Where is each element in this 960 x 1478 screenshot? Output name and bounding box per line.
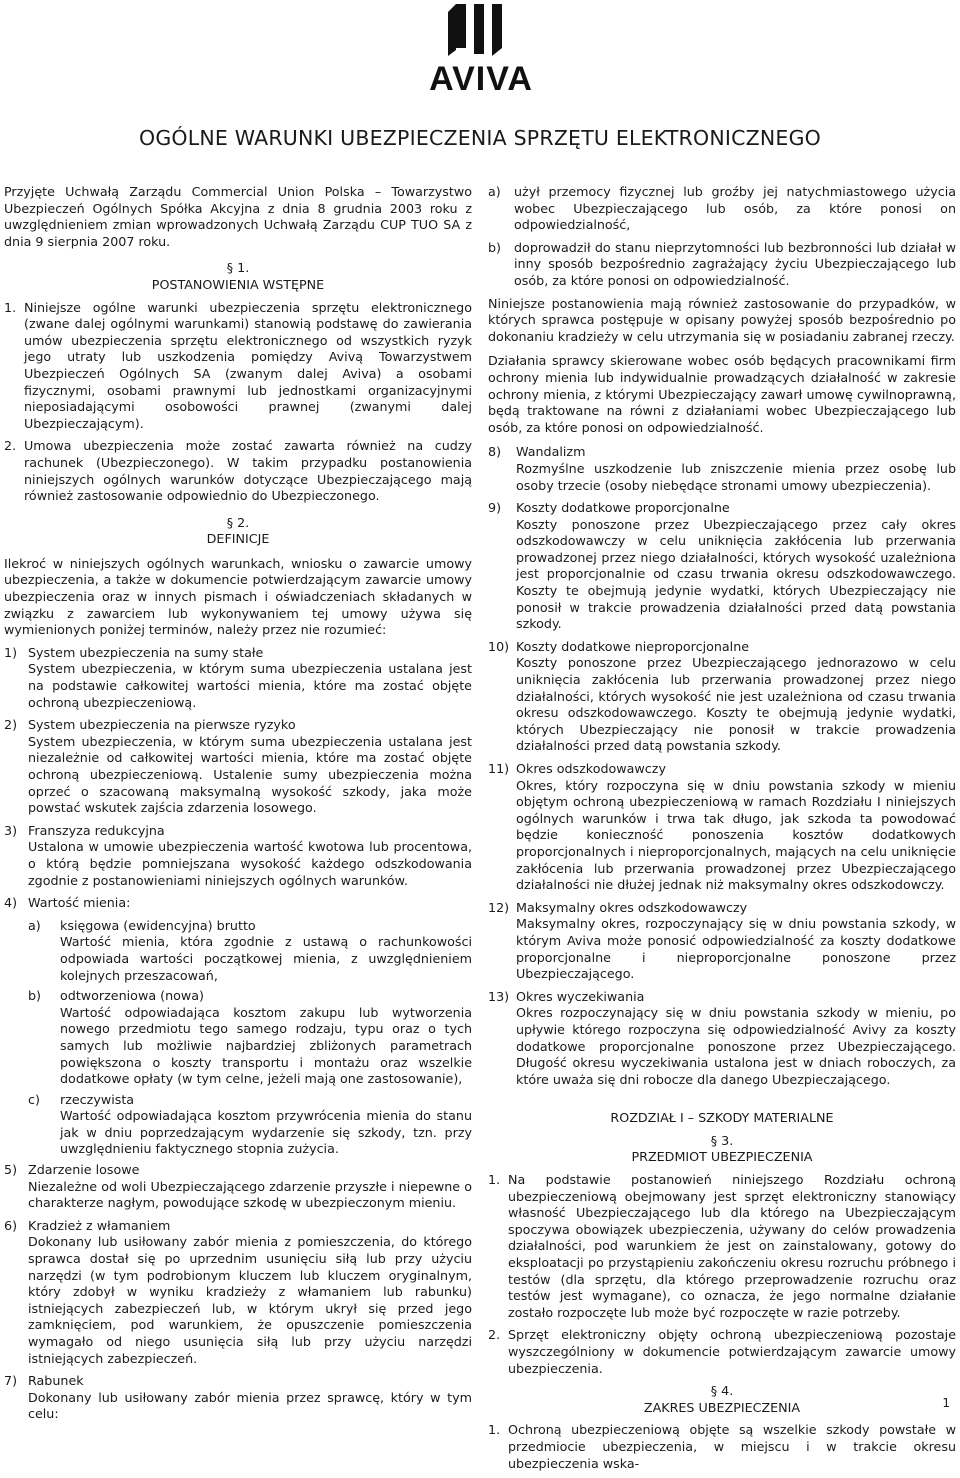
item-text: Ochroną ubezpieczeniową objęte są wszelkie szkody powstałe w przedmiocie ubezpieczenia, w miejscu i w trakcie okresu ubezpieczenia wska- bbox=[508, 1422, 956, 1471]
section-number: § 1. bbox=[226, 260, 250, 276]
item-text: Umowa ubezpieczenia może zostać zawarta również na cudzy rachunek (Ubezpieczonego). W takim przypadku postanowienia niniejszych ogólnych warunków dotyczące Ubezpieczającego mają również zastosowanie odpowiednio do Ubezpieczonego. bbox=[24, 438, 472, 504]
aviva-mark-icon bbox=[418, 4, 544, 98]
item-text: Sprzęt elektroniczny objęty ochroną ubezpieczeniową pozostaje wyszczególniony w dokumencie potwierdzającym zawarcie umowy ubezpieczenia. bbox=[508, 1327, 956, 1376]
definition-number: 2) bbox=[4, 717, 18, 733]
item-term: księgowa (ewidencyjna) brutto bbox=[60, 917, 256, 933]
definition-number: 1) bbox=[4, 644, 18, 660]
definition-item bbox=[488, 639, 956, 755]
list-item bbox=[488, 1327, 956, 1377]
definition-text: System ubezpieczenia, w którym suma ubezpieczenia ustalana jest na podstawie całkowitej wartości mienia, które ma zostać objęte ochroną ubezpieczeniową. bbox=[28, 661, 472, 710]
definitions-list bbox=[4, 645, 472, 889]
definition-term: Okres odszkodowawczy bbox=[516, 761, 666, 776]
property-value-item bbox=[28, 988, 472, 1088]
robbery-paragraph: Działania sprawcy skierowane wobec osób będących pracownikami firm ochrony mienia lub indywidualnie prowadzących działalność w zakresie ochrony mienia, z którymi Ubezpieczający zawarł umowę cywilnoprawną, będą traktowane na równi z działaniami wobec Ubezpieczającego lub osób, za które ponosi on odpowiedzialność. bbox=[488, 353, 956, 435]
section-title: POSTANOWIENIA WSTĘPNE bbox=[151, 276, 325, 292]
definition-head bbox=[4, 1162, 472, 1179]
property-value-item bbox=[28, 1092, 472, 1158]
definition-text: Maksymalny okres, rozpoczynający się w dniu powstania szkody, w którym Aviva może ponosić odpowiedzialność za koszty dodatkowe proporcjonalne i nieproporcjonalne ponoszone przez Ubezpieczającego. bbox=[516, 916, 956, 982]
section-number: § 2. bbox=[226, 514, 250, 530]
definition-item bbox=[4, 1162, 472, 1212]
definition-item bbox=[488, 900, 956, 983]
definition-number: 13) bbox=[488, 988, 510, 1004]
definition-head bbox=[4, 1373, 472, 1390]
item-body bbox=[60, 988, 472, 1088]
item-term: odtworzeniowa (nowa) bbox=[60, 988, 204, 1004]
item-number: c) bbox=[28, 1091, 40, 1107]
definition-number: 10) bbox=[488, 638, 510, 654]
right-column bbox=[488, 184, 956, 1478]
definition-term: Zdarzenie losowe bbox=[28, 1162, 140, 1178]
item-text: doprowadził do stanu nieprzytomności lub bezbronności lub działał w inny sposób bezpośrednio zagrażający życiu Ubezpieczającego lub osób, za które ponosi on odpowiedzialność. bbox=[514, 239, 956, 288]
definition-term: System ubezpieczenia na sumy stałe bbox=[28, 644, 264, 660]
definition-term: Rabunek bbox=[28, 1373, 84, 1389]
section-title: DEFINICJE bbox=[206, 531, 270, 547]
item-number: b) bbox=[488, 239, 502, 255]
definition-number: 4) bbox=[4, 895, 18, 911]
definition-head bbox=[488, 444, 956, 461]
property-value-list bbox=[4, 918, 472, 1158]
item-number: b) bbox=[28, 988, 42, 1004]
definition-term: Koszty dodatkowe nieproporcjonalne bbox=[516, 638, 750, 654]
aviva-wordmark: AVIVA bbox=[429, 60, 533, 98]
item-number: 1. bbox=[488, 1172, 501, 1188]
section-title: ZAKRES UBEZPIECZENIA bbox=[643, 1399, 801, 1415]
property-value-item bbox=[28, 918, 472, 984]
definition-number: 8) bbox=[488, 444, 502, 460]
item-text: Niniejsze ogólne warunki ubezpieczenia sprzętu elektronicznego (zwane dalej ogólnymi warunkami) stanowią podstawę do zawierania umów ubezpieczenia sprzętu elektronicznego od wszystkich ryzyk jego utraty lub uszkodzenia pomiędzy Avivą Towarzystwem Ubezpieczeń Ogólnych SA (zwanym dalej Aviva) a osobami fizycznymi, osobami prawnymi lub jednostkami organizacyjnymi nieposiadającymi osobowości prawnej (zwanymi dalej Ubezpieczającym). bbox=[24, 299, 472, 431]
definition-term: Maksymalny okres odszkodowawczy bbox=[516, 899, 748, 915]
definition-item bbox=[488, 761, 956, 894]
section-number: § 3. bbox=[710, 1132, 734, 1148]
definition-head bbox=[488, 500, 956, 517]
item-term: rzeczywista bbox=[60, 1091, 135, 1107]
definition-text: Rozmyślne uszkodzenie lub zniszczenie mienia przez osobę lub osoby trzecie (osoby niebędące stronami umowy ubezpieczenia). bbox=[516, 460, 956, 493]
definitions-list bbox=[488, 444, 956, 1088]
definition-number: 9) bbox=[488, 500, 502, 516]
definition-item bbox=[4, 645, 472, 711]
definition-text: Koszty ponoszone przez Ubezpieczającego przez cały okres odszkodowawczy w celu uniknięcia zakłócenia lub przerwania prowadzonej przez niego działalności, których wysokość uzależniona jest proporcjonalnie od czasu trwania okresu odszkodowawczego. Koszty te obejmują jedynie wydatki, których Ubezpieczający nie ponosił w trakcie prowadzenia działalności przed datą powstania szkody. bbox=[516, 516, 956, 632]
definition-text: Okres, który rozpoczyna się w dniu powstania szkody w mieniu objętym ochroną ubezpieczeniową w ramach Rozdziału I niniejszych ogólnych warunków i trwa tak długo, jak szkoda ta powodować będzie konieczność ponoszenia kosztów dodatkowych proporcjonalnych i nieproporcjonalnych, mających na celu uniknięcie zakłócenia lub przerwania prowadzonej przez Ubezpieczającego działalności nie dłużej jednak niż maksymalny okres odszkodowczy. bbox=[516, 777, 956, 893]
section-number: § 4. bbox=[710, 1383, 734, 1399]
definition-item bbox=[4, 1373, 472, 1423]
definition-head bbox=[488, 900, 956, 917]
definition-number: 3) bbox=[4, 822, 18, 838]
section-3-list bbox=[488, 1172, 956, 1377]
list-item bbox=[4, 300, 472, 433]
definition-text: Okres rozpoczynający się w dniu powstania szkody w mieniu, po upływie którego rozpoczyna się odpowiedzialność Avivy za koszty dodatkowe proporcjonalne ponoszone przez Ubezpieczającego. Długość okresu wyczekiwania ustalona jest w dniach roboczych, za które uważa się dni robocze dla danego Ubezpieczającego. bbox=[516, 1005, 956, 1087]
definition-term: Franszyza redukcyjna bbox=[28, 822, 165, 838]
definition-text: Koszty ponoszone przez Ubezpieczającego jednorazowo w celu uniknięcia zakłócenia lub przerwania prowadzonej przez niego działalności, których wysokość nie jest uzależniona od czasu trwania okresu odszkodowawczego. Koszty te obejmują jedynie wydatki, których Ubezpieczający nie ponosił w trakcie prowadzenia działalności przed datą powstania szkody. bbox=[516, 655, 956, 754]
section-4-list bbox=[488, 1422, 956, 1472]
list-item bbox=[488, 1422, 956, 1472]
section-1-heading bbox=[4, 260, 472, 293]
page-number: 1 bbox=[942, 1396, 950, 1410]
definition-item bbox=[4, 895, 472, 912]
list-item bbox=[488, 240, 956, 290]
definition-term: Wartość mienia: bbox=[28, 895, 131, 911]
definition-item bbox=[488, 500, 956, 633]
item-number: a) bbox=[28, 917, 41, 933]
robbery-paragraph: Niniejsze postanowienia mają również zastosowanie do przypadków, w których sprawca postępuje w opisany powyżej sposób bezpośrednio po dokonaniu kradzieży w celu utrzymania się w posiadaniu zabranej rzeczy. bbox=[488, 295, 956, 344]
definition-term: System ubezpieczenia na pierwsze ryzyko bbox=[28, 717, 296, 733]
item-text: użył przemocy fizycznej lub groźby jej natychmiastowego użycia wobec Ubezpieczającego lub osób, za które ponosi on odpowiedzialność, bbox=[514, 184, 956, 233]
definition-term: Okres wyczekiwania bbox=[516, 988, 645, 1004]
section-3-heading bbox=[488, 1133, 956, 1166]
definition-head bbox=[4, 717, 472, 734]
item-number: a) bbox=[488, 184, 501, 199]
item-number: 2. bbox=[488, 1327, 501, 1343]
definition-number: 5) bbox=[4, 1162, 18, 1178]
section-2-heading bbox=[4, 515, 472, 548]
definition-term: Wandalizm bbox=[516, 444, 586, 460]
robbery-conditions-list bbox=[488, 184, 956, 290]
definition-number: 11) bbox=[488, 761, 510, 776]
item-number: 1. bbox=[4, 299, 17, 315]
section-title: PRZEDMIOT UBEZPIECZENIA bbox=[631, 1149, 813, 1165]
definitions-list bbox=[4, 1162, 472, 1423]
item-body bbox=[60, 918, 472, 984]
intro-text: Przyjęte Uchwałą Zarządu Commercial Union Polska – Towarzystwo Ubezpieczeń Ogólnych Spółka Akcyjna z dnia 8 grudnia 2003 roku z uwzględnieniem zmian wprowadzonych Uchwałą Zarządu CUP TUO SA z dnia 9 sierpnia 2007 roku. bbox=[4, 184, 472, 249]
list-item bbox=[488, 1172, 956, 1321]
definition-text: Dokonany lub usiłowany zabór mienia przez sprawcę, który w tym celu: bbox=[28, 1389, 472, 1422]
item-text: Wartość odpowiadająca kosztom zakupu lub wytworzenia nowego przedmiotu tego samego rodzaju, typu oraz o tych samych lub możliwie najbardziej zbliżonych parametrach powiększona o koszty transportu i montażu oraz wszelkie dodatkowe opłaty (w tym celne, jeżeli mają one zastosowanie), bbox=[60, 1004, 472, 1087]
definition-item bbox=[488, 989, 956, 1089]
definition-head bbox=[488, 761, 956, 778]
item-body bbox=[60, 1092, 472, 1158]
item-text: Wartość odpowiadająca kosztom przywrócenia mienia do stanu jak w dniu poprzedzającym wydarzenie się szkody, tzn. przy uwzględnieniu faktycznego stopnia zużycia. bbox=[60, 1108, 472, 1157]
definition-head bbox=[488, 639, 956, 656]
definitions-intro: Ilekroć w niniejszych ogólnych warunkach, wniosku o zawarcie umowy ubezpieczenia, a także w dokumencie potwierdzającym zawarcie umowy ubezpieczenia oraz w innych pismach i oświadczeniach składanych w związku z zawarciem lub wykonywaniem tej umowy używa się wymienionych poniżej terminów, należy przez nie rozumieć: bbox=[4, 555, 472, 638]
definition-head bbox=[4, 1218, 472, 1235]
definition-term: Kradzież z włamaniem bbox=[28, 1217, 171, 1233]
list-item bbox=[4, 438, 472, 504]
definition-text: Niezależne od woli Ubezpieczającego zdarzenie przyszłe i niepewne o charakterze nagłym, powodujące szkodę w ubezpieczonym mieniu. bbox=[28, 1178, 472, 1211]
left-column bbox=[4, 184, 472, 1429]
definition-number: 7) bbox=[4, 1373, 18, 1389]
definition-item bbox=[4, 1218, 472, 1367]
definition-head bbox=[4, 645, 472, 662]
definition-number: 6) bbox=[4, 1217, 18, 1233]
definition-item bbox=[4, 717, 472, 817]
item-text: Wartość mienia, która zgodnie z ustawą o rachunkowości odpowiada wartości początkowej mienia, z uwzględnieniem kolejnych przeszacowań, bbox=[60, 934, 472, 983]
definition-head bbox=[488, 989, 956, 1006]
item-text: Na podstawie postanowień niniejszego Rozdziału ochroną ubezpieczeniową obejmowany jest sprzęt elektroniczny stanowiący własność Ubezpieczającego lub dla którego na Ubezpieczającym spoczywa obowiązek ubezpieczenia, używany do celów prowadzenia działalności, pod warunkiem że jest on zainstalowany, gotowy do eksploatacji po przystąpieniu zakończeniu okresu rozruchu próbnego i testów (dla sprzętu, dla którego przeprowadzenie rozruchu oraz testów jest wymagane), co oznacza, że jego normalne działanie zostało rozpoczęte lub może być rozpoczęte w razie potrzeby. bbox=[508, 1172, 956, 1320]
definition-head bbox=[4, 823, 472, 840]
item-number: 1. bbox=[488, 1422, 501, 1438]
section-1-list bbox=[4, 300, 472, 505]
definition-term: Koszty dodatkowe proporcjonalne bbox=[516, 500, 730, 516]
definition-item bbox=[488, 444, 956, 494]
definition-number: 12) bbox=[488, 899, 510, 915]
aviva-logo bbox=[418, 4, 544, 98]
chapter-heading: ROZDZIAŁ I – SZKODY MATERIALNE bbox=[610, 1110, 834, 1126]
section-4-heading bbox=[488, 1383, 956, 1416]
definition-item bbox=[4, 823, 472, 889]
definition-text: Dokonany lub usiłowany zabór mienia z pomieszczenia, do którego sprawca dostał się po uprzednim usunięciu siłą lub przy użyciu narzędzi (w tym podrobionym kluczem lub kluczem oryginalnym, który zdobył w wyniku kradzieży z włamaniem lub rabunku) istniejących zabezpieczeń lub, w którym ukrył się przed jego zamknięciem, pod warunkiem, że opuszczenie pomieszczenia wymagało od niego usunięcia siłą lub przy użyciu narzędzi istniejących zabezpieczeń. bbox=[28, 1234, 472, 1366]
definition-text: System ubezpieczenia, w którym suma ubezpieczenia ustalana jest niezależnie od całkowitej wartości mienia, które ma zostać objęte ochroną ubezpieczeniową. Ustalenie sumy ubezpieczenia można oprzeć o szacowaną maksymalną wysokość szkody, jaka może powstać wskutek zajścia zdarzenia losowego. bbox=[28, 733, 472, 816]
definition-text: Ustalona w umowie ubezpieczenia wartość kwotowa lub procentowa, o którą będzie pomniejszana wysokość każdego odszkodowania zgodnie z postanowieniami niniejszych ogólnych warunków. bbox=[28, 839, 472, 888]
document-title: OGÓLNE WARUNKI UBEZPIECZENIA SPRZĘTU ELEKTRONICZNEGO bbox=[139, 126, 821, 150]
list-item bbox=[488, 184, 956, 234]
item-number: 2. bbox=[4, 438, 17, 454]
